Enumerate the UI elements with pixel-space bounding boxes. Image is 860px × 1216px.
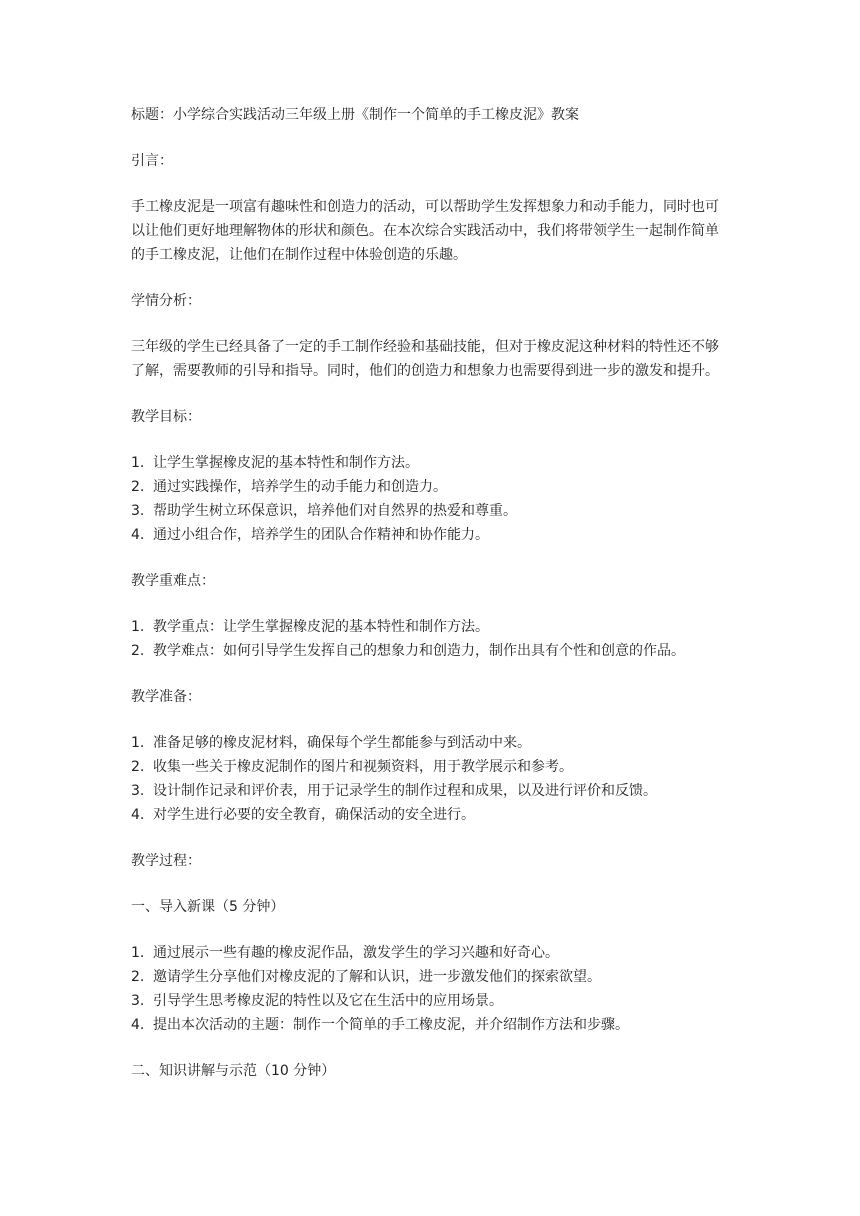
process-part2-heading: 二、知识讲解与示范（10 分钟） <box>131 1063 336 1079</box>
preparation-heading: 教学准备： <box>131 689 201 705</box>
list-number: 2. <box>131 643 145 659</box>
process-part1-list <box>131 941 731 1037</box>
list-item <box>131 475 731 499</box>
list-item <box>131 989 731 1013</box>
list-item <box>131 615 731 639</box>
list-text: 邀请学生分享他们对橡皮泥的了解和认识，进一步激发他们的探索欲望。 <box>153 969 601 985</box>
list-item <box>131 639 731 663</box>
document-body <box>131 103 731 1083</box>
list-number: 4. <box>131 527 145 543</box>
list-number: 2. <box>131 969 145 985</box>
list-item <box>131 941 731 965</box>
list-item <box>131 779 731 803</box>
list-text: 对学生进行必要的安全教育，确保活动的安全进行。 <box>153 807 475 823</box>
list-text: 提出本次活动的主题：制作一个简单的手工橡皮泥，并介绍制作方法和步骤。 <box>153 1017 629 1033</box>
list-text: 教学难点：如何引导学生发挥自己的想象力和创造力，制作出具有个性和创意的作品。 <box>153 643 685 659</box>
list-item <box>131 755 731 779</box>
list-item <box>131 1013 731 1037</box>
list-number: 2. <box>131 479 145 495</box>
list-text: 让学生掌握橡皮泥的基本特性和制作方法。 <box>153 455 419 471</box>
list-item <box>131 965 731 989</box>
list-item <box>131 803 731 827</box>
list-number: 3. <box>131 783 145 799</box>
analysis-paragraph: 三年级的学生已经具备了一定的手工制作经验和基础技能，但对于橡皮泥这种材料的特性还不够了解，需要教师的引导和指导。同时，他们的创造力和想象力也需要得到进一步的激发和提升。 <box>131 339 719 379</box>
list-text: 准备足够的橡皮泥材料，确保每个学生都能参与到活动中来。 <box>153 735 531 751</box>
list-number: 1. <box>131 619 145 635</box>
list-text: 设计制作记录和评价表，用于记录学生的制作过程和成果，以及进行评价和反馈。 <box>153 783 657 799</box>
goals-list <box>131 451 731 547</box>
keypoints-list <box>131 615 731 663</box>
list-item <box>131 499 731 523</box>
list-number: 3. <box>131 503 145 519</box>
intro-paragraph: 手工橡皮泥是一项富有趣味性和创造力的活动，可以帮助学生发挥想象力和动手能力，同时也可以让他们更好地理解物体的形状和颜色。在本次综合实践活动中，我们将带领学生一起制作简单的手工橡皮泥，让他们在制作过程中体验创造的乐趣。 <box>131 199 719 263</box>
list-text: 通过展示一些有趣的橡皮泥作品，激发学生的学习兴趣和好奇心。 <box>153 945 559 961</box>
list-number: 4. <box>131 1017 145 1033</box>
analysis-heading: 学情分析： <box>131 293 201 309</box>
list-text: 通过小组合作，培养学生的团队合作精神和协作能力。 <box>153 527 489 543</box>
keypoints-heading: 教学重难点： <box>131 573 215 589</box>
list-text: 收集一些关于橡皮泥制作的图片和视频资料，用于教学展示和参考。 <box>153 759 573 775</box>
list-item <box>131 523 731 547</box>
list-number: 2. <box>131 759 145 775</box>
process-heading: 教学过程： <box>131 853 201 869</box>
list-number: 1. <box>131 735 145 751</box>
goals-heading: 教学目标： <box>131 409 201 425</box>
preparation-list <box>131 731 731 827</box>
list-number: 1. <box>131 455 145 471</box>
list-item <box>131 451 731 475</box>
list-text: 帮助学生树立环保意识，培养他们对自然界的热爱和尊重。 <box>153 503 517 519</box>
list-number: 3. <box>131 993 145 1009</box>
process-part1-heading: 一、导入新课（5 分钟） <box>131 899 285 915</box>
list-text: 通过实践操作，培养学生的动手能力和创造力。 <box>153 479 447 495</box>
document-title: 标题：小学综合实践活动三年级上册《制作一个简单的手工橡皮泥》教案 <box>131 107 579 123</box>
list-item <box>131 731 731 755</box>
list-text: 教学重点：让学生掌握橡皮泥的基本特性和制作方法。 <box>153 619 489 635</box>
list-text: 引导学生思考橡皮泥的特性以及它在生活中的应用场景。 <box>153 993 503 1009</box>
intro-heading: 引言： <box>131 153 173 169</box>
list-number: 1. <box>131 945 145 961</box>
list-number: 4. <box>131 807 145 823</box>
